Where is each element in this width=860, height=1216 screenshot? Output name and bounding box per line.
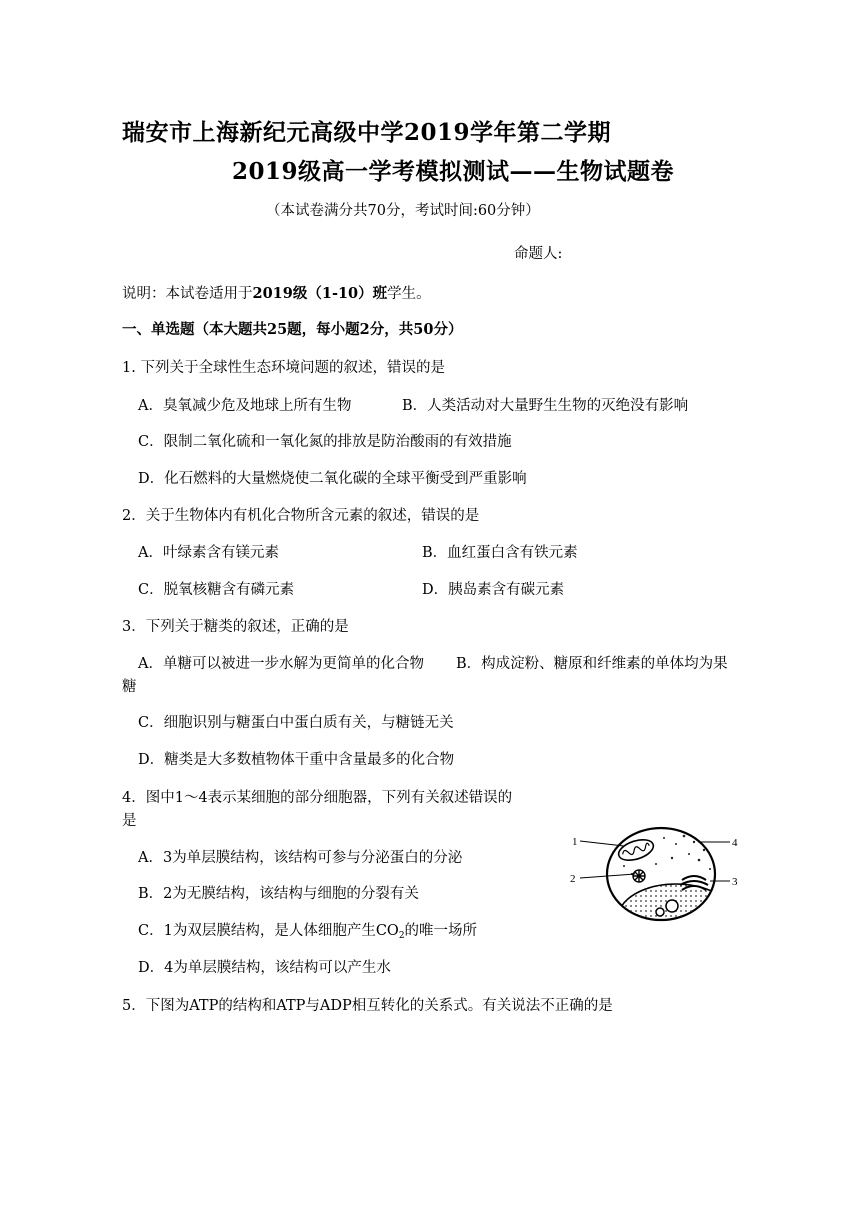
- question-3-option-b-wrap: 糖: [122, 679, 137, 695]
- label-3: 3: [732, 876, 738, 888]
- exam-info: （本试卷满分共70分，考试时间:60分钟）: [266, 203, 540, 219]
- question-2-option-d: D．胰岛素含有碳元素: [422, 582, 565, 598]
- question-1-option-b: B．人类活动对大量野生生物的灭绝没有影响: [402, 398, 689, 414]
- question-1-option-c: C．限制二氧化硫和一氧化氮的排放是防治酸雨的有效措施: [138, 434, 512, 450]
- cell-organelle-figure: [564, 824, 744, 924]
- label-2: 2: [570, 873, 576, 885]
- question-5-stem: 5．下图为ATP的结构和ATP与ADP相互转化的关系式。有关说法不正确的是: [122, 998, 613, 1014]
- option-c-text: C．1为双层膜结构，是人体细胞产生CO: [138, 923, 399, 939]
- question-3-option-a: A．单糖可以被进一步水解为更简单的化合物: [138, 656, 424, 672]
- author-label: 命题人:: [514, 246, 563, 262]
- option-c-tail: 的唯一场所: [404, 923, 478, 939]
- question-2-option-b: B．血红蛋白含有铁元素: [422, 545, 578, 561]
- question-2-option-c: C．脱氧核糖含有磷元素: [138, 582, 295, 598]
- instructions-note: [122, 284, 431, 304]
- question-2-option-a: A．叶绿素含有镁元素: [138, 545, 279, 561]
- label-1: 1: [572, 836, 578, 848]
- question-3-option-c: C．细胞识别与糖蛋白中蛋白质有关，与糖链无关: [138, 715, 454, 731]
- note-prefix: 说明：本试卷适用于: [122, 286, 253, 302]
- question-1-option-d: D．化石燃料的大量燃烧使二氧化碳的全球平衡受到严重影响: [138, 471, 527, 487]
- question-4-option-a: A．3为单层膜结构，该结构可参与分泌蛋白的分泌: [138, 850, 463, 866]
- co2-subscript: 2: [398, 931, 405, 941]
- question-4-option-b: B．2为无膜结构，该结构与细胞的分裂有关: [138, 886, 419, 902]
- note-suffix: 学生。: [387, 286, 431, 302]
- question-3-option-b: B．构成淀粉、糖原和纤维素的单体均为果: [456, 656, 728, 672]
- question-4-stem-wrap: 是: [122, 813, 137, 829]
- exam-title-line1: 瑞安市上海新纪元高级中学2019学年第二学期: [122, 119, 612, 146]
- question-4-option-c: [138, 921, 477, 941]
- question-3-stem: 3．下列关于糖类的叙述，正确的是: [122, 619, 349, 635]
- section-heading: 一、单选题（本大题共25题，每小题2分，共50分）: [122, 321, 463, 338]
- note-classes: 2019级（1-10）班: [252, 285, 388, 302]
- exam-title-line2: 2019级高一学考模拟测试——生物试题卷: [232, 158, 675, 185]
- question-4-stem: 4．图中1～4表示某细胞的部分细胞器，下列有关叙述错误的: [122, 790, 513, 806]
- centrosome: [633, 870, 645, 882]
- question-1-option-a: A．臭氧减少危及地球上所有生物: [138, 398, 352, 414]
- question-3-option-d: D．糖类是大多数植物体干重中含量最多的化合物: [138, 752, 455, 768]
- question-1-stem: 1. 下列关于全球性生态环境问题的叙述，错误的是: [122, 360, 445, 376]
- label-4: 4: [732, 837, 738, 849]
- question-4-option-d: D．4为单层膜结构，该结构可以产生水: [138, 960, 391, 976]
- question-2-stem: 2．关于生物体内有机化合物所含元素的叙述，错误的是: [122, 508, 480, 524]
